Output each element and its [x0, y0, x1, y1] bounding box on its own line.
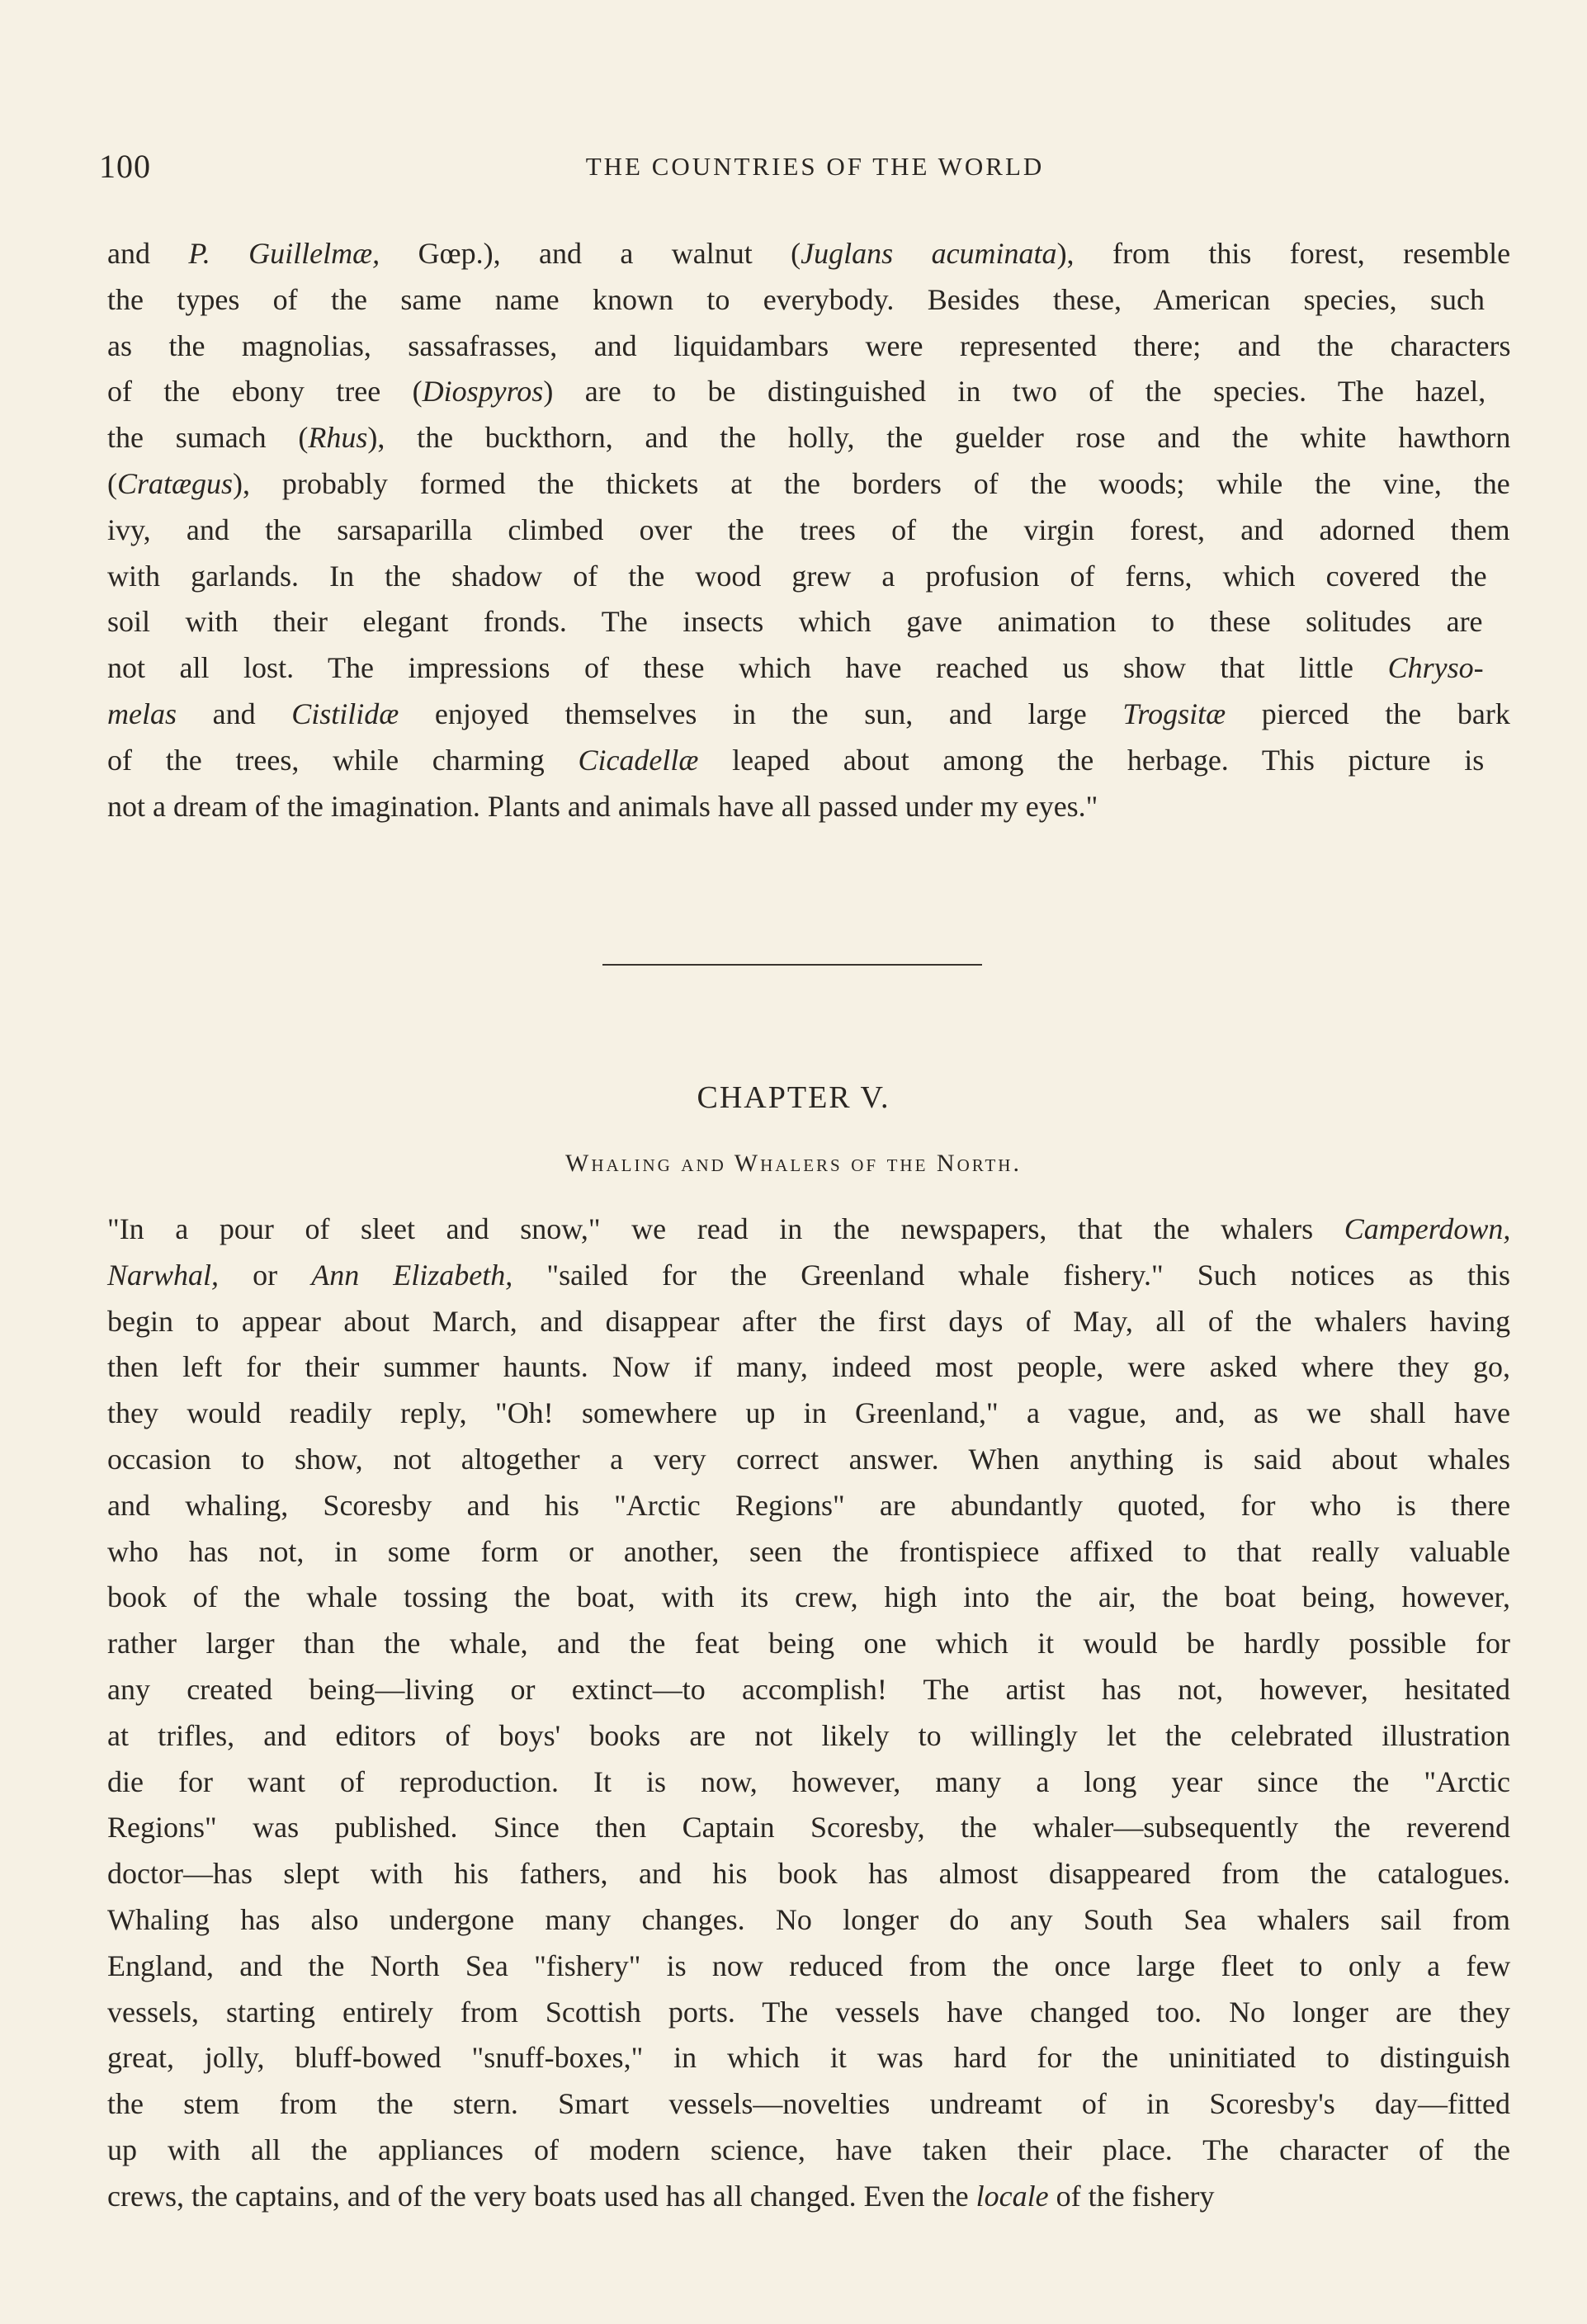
text-run: of the ebony tree (	[107, 375, 423, 409]
text-line	[107, 1391, 1510, 1437]
chapter-heading: CHAPTER V.	[697, 1080, 890, 1115]
continued-paragraph	[107, 231, 1510, 829]
text-line	[107, 324, 1510, 370]
text-run: as the magnolias, sassafrasses, and liquidambars were represented there; and the characters	[107, 328, 1511, 362]
text-run: then left for their summer haunts. Now if many, indeed most people, were asked where they go,	[107, 1350, 1510, 1384]
italic-term: Trogsitæ	[1122, 697, 1226, 730]
text-run: ivy, and the sarsaparilla climbed over the trees of the virgin forest, and adorned them	[107, 513, 1510, 546]
italic-term: melas	[107, 697, 177, 730]
text-run: and	[177, 697, 292, 730]
text-line	[107, 1990, 1510, 2036]
text-line	[107, 2081, 1510, 2128]
text-line	[107, 1851, 1510, 1897]
text-run: great, jolly, bluff-bowed "snuff-boxes," in which it was hard for the uninitiated to distinguish	[107, 2041, 1510, 2075]
text-line	[107, 369, 1510, 415]
italic-term: Cistilidæ	[291, 697, 399, 730]
chapter-paragraph	[107, 1207, 1510, 2220]
text-run: Whaling has also undergone many changes. No longer do any South Sea whalers sail from	[107, 1902, 1510, 1936]
text-line	[107, 1575, 1510, 1621]
italic-term: Ann Elizabeth,	[311, 1258, 513, 1292]
text-run: "sailed for the Greenland whale fishery." Such notices as this	[512, 1258, 1510, 1292]
text-run: of the fishery	[1048, 2179, 1215, 2213]
text-run: crews, the captains, and of the very boats used has all changed. Even the	[107, 2179, 976, 2213]
text-run: ), from this forest, resemble	[1056, 237, 1511, 270]
text-run: of the trees, while charming	[107, 743, 579, 777]
text-run: ), the buckthorn, and the holly, the guelder rose and the white hawthorn	[367, 421, 1511, 455]
text-run: pierced the bark	[1226, 697, 1510, 730]
text-line	[107, 461, 1510, 508]
text-run: "In a pour of sleet and snow," we read in the newspapers, that the whalers	[107, 1212, 1344, 1245]
page-number: 100	[99, 148, 151, 185]
running-head	[99, 147, 1531, 188]
text-run: occasion to show, not altogether a very correct answer. When anything is said about whales	[107, 1442, 1510, 1476]
text-line	[107, 231, 1510, 277]
text-line	[107, 415, 1510, 461]
text-line	[107, 2174, 1510, 2220]
text-run: England, and the North Sea "fishery" is now reduced from the once large fleet to only a few	[107, 1948, 1511, 1982]
text-run: (	[107, 466, 117, 500]
text-run: any created being—living or extinct—to accomplish! The artist has not, however, hesitated	[107, 1672, 1510, 1706]
text-run: not a dream of the imagination. Plants and animals have all passed under my eyes."	[107, 789, 1098, 823]
text-line	[107, 1253, 1510, 1299]
section-divider	[602, 964, 982, 966]
text-line	[107, 599, 1510, 645]
text-run: soil with their elegant fronds. The insects which gave animation to these solitudes are	[107, 605, 1483, 639]
text-run: or	[219, 1258, 312, 1292]
text-run: up with all the appliances of modern science, have taken their place. The character of the	[107, 2133, 1510, 2166]
text-line	[107, 2128, 1510, 2174]
text-line	[107, 645, 1510, 692]
text-run: enjoyed themselves in the sun, and large	[399, 697, 1123, 730]
text-run: Regions" was published. Since then Captain Scoresby, the whaler—subsequently the reverend	[107, 1811, 1510, 1845]
text-line	[107, 1944, 1510, 1990]
text-line	[107, 1897, 1510, 1944]
italic-term: Diospyros	[422, 375, 544, 409]
text-run: at trifles, and editors of boys' books are not likely to willingly let the celebrated illustration	[107, 1718, 1511, 1752]
text-line	[107, 1437, 1510, 1483]
text-run: who has not, in some form or another, seen the frontispiece affixed to that really valuable	[107, 1534, 1510, 1568]
text-run: vessels, starting entirely from Scottish ports. The vessels have changed too. No longer are they	[107, 1995, 1510, 2029]
italic-term: Chryso-	[1387, 651, 1484, 685]
text-run: leaped about among the herbage. This picture is	[698, 743, 1485, 777]
text-run: Gœp.), and a walnut (	[380, 237, 801, 270]
text-run: and whaling, Scoresby and his "Arctic Regions" are abundantly quoted, for who is there	[107, 1488, 1511, 1522]
text-line	[107, 1621, 1510, 1667]
running-title: THE COUNTRIES OF THE WORLD	[585, 152, 1045, 181]
text-line	[107, 1760, 1510, 1806]
text-run: they would readily reply, "Oh! somewhere up in Greenland," a vague, and, as we shall have	[107, 1396, 1510, 1430]
text-run: rather larger than the whale, and the feat being one which it would be hardly possible for	[107, 1627, 1510, 1660]
text-run: the sumach (	[107, 421, 309, 455]
text-run: ), probably formed the thickets at the borders of the woods; while the vine, the	[233, 466, 1510, 500]
italic-term: Camperdown,	[1344, 1212, 1511, 1245]
text-line	[107, 1529, 1510, 1575]
text-run: and	[107, 237, 189, 270]
text-run: die for want of reproduction. It is now, however, many a long year since the "Arctic	[107, 1764, 1510, 1798]
text-line	[107, 277, 1510, 324]
text-line	[107, 1207, 1510, 1253]
text-run: not all lost. The impressions of these which have reached us show that little	[107, 651, 1388, 685]
italic-term: Narwhal,	[107, 1258, 220, 1292]
italic-term: P. Guillelmæ,	[188, 237, 380, 270]
italic-term: Rhus	[308, 421, 368, 455]
italic-term: Juglans acuminata	[801, 237, 1057, 270]
chapter-title: Whaling and Whalers of the North.	[565, 1150, 1022, 1177]
text-line	[107, 692, 1510, 738]
text-run: with garlands. In the shadow of the wood grew a profusion of ferns, which covered the	[107, 559, 1487, 593]
text-line	[107, 1344, 1510, 1391]
text-line	[107, 1713, 1510, 1760]
text-run: book of the whale tossing the boat, with its crew, high into the air, the boat being, however,	[107, 1580, 1510, 1614]
text-run: begin to appear about March, and disappear after the first days of May, all of the whalers having	[107, 1304, 1511, 1338]
text-line	[107, 1299, 1510, 1345]
text-run: ) are to be distinguished in two of the species. The hazel,	[543, 375, 1486, 409]
italic-term: Cicadellæ	[578, 743, 699, 777]
text-run: the types of the same name known to everybody. Besides these, American species, such	[107, 282, 1485, 316]
text-run: doctor—has slept with his fathers, and his book has almost disappeared from the catalogues.	[107, 1857, 1510, 1891]
text-line	[107, 1483, 1510, 1529]
text-line	[107, 508, 1510, 554]
italic-term: locale	[975, 2179, 1049, 2213]
text-line	[107, 784, 1510, 830]
text-line	[107, 738, 1510, 784]
text-line	[107, 1805, 1510, 1851]
text-line	[107, 2035, 1510, 2081]
italic-term: Cratægus	[117, 466, 234, 500]
text-run: the stem from the stern. Smart vessels—novelties undreamt of in Scoresby's day—fitted	[107, 2087, 1510, 2121]
text-line	[107, 554, 1510, 600]
text-line	[107, 1667, 1510, 1713]
